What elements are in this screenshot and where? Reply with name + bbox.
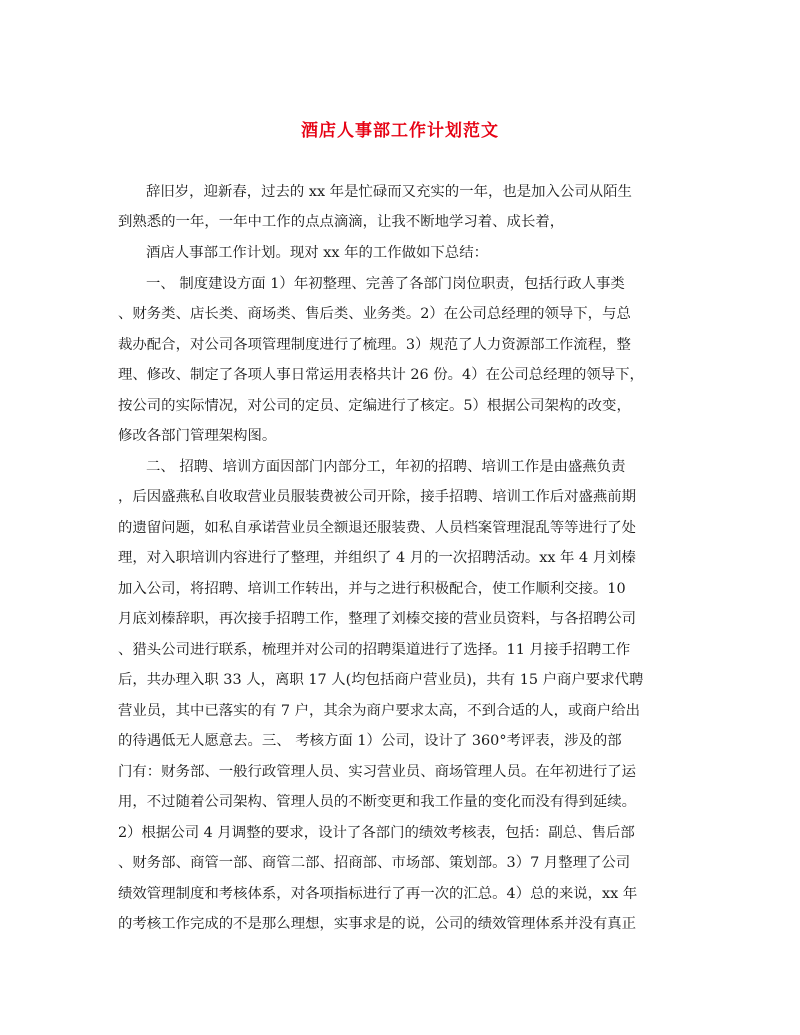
- paragraph-line: 月底刘榛辞职，再次接手招聘工作，整理了刘榛交接的营业员资料，与各招聘公司: [118, 611, 637, 627]
- paragraph-line: 、猎头公司进行联系，梳理并对公司的招聘渠道进行了选择。11 月接手招聘工作: [118, 642, 631, 658]
- paragraph-line: 门有：财务部、一般行政管理人员、实习营业员、商场管理人员。在年初进行了运: [118, 764, 637, 780]
- paragraph-line: 、财务部、商管一部、商管二部、招商部、市场部、策划部。3）7 月整理了公司: [118, 855, 631, 871]
- paragraph-line: 绩效管理制度和考核体系，对各项指标进行了再一次的汇总。4）总的来说，xx 年: [118, 886, 638, 902]
- paragraph-line: 理，对入职培训内容进行了整理，并组织了 4 月的一次招聘活动。xx 年 4 月刘榛: [118, 550, 636, 566]
- paragraph-line: ，后因盛燕私自收取营业员服装费被公司开除，接手招聘、培训工作后对盛燕前期: [118, 489, 637, 505]
- paragraph-line: 裁办配合，对公司各项管理制度进行了梳理。3）规范了人力资源部工作流程，整: [118, 337, 631, 353]
- paragraph-line: 按公司的实际情况，对公司的定员、定编进行了核定。5）根据公司架构的改变，: [118, 398, 631, 414]
- paragraph-line: 、财务类、店长类、商场类、售后类、业务类。2）在公司总经理的领导下，与总: [118, 306, 631, 322]
- paragraph-line: 辞旧岁，迎新春，过去的 xx 年是忙碌而又充实的一年，也是加入公司从陌生: [146, 184, 632, 200]
- paragraph-line: 修改各部门管理架构图。: [118, 428, 277, 444]
- paragraph-line: 理、修改、制定了各项人事日常运用表格共计 26 份。4）在公司总经理的领导下，: [118, 367, 644, 383]
- paragraph-line: 用，不过随着公司架构、管理人员的不断变更和我工作量的变化而没有得到延续。: [118, 794, 637, 810]
- paragraph-line: 后，共办理入职 33 人，离职 17 人(均包括商户营业员)，共有 15 户商户要求代聘: [118, 672, 644, 688]
- paragraph-line: 到熟悉的一年，一年中工作的点点滴滴，让我不断地学习着、成长着，: [118, 214, 565, 230]
- paragraph-line: 的待遇低无人愿意去。三、 考核方面 1）公司，设计了 360°考评表，涉及的部: [118, 733, 622, 749]
- paragraph-line: 一、 制度建设方面 1）年初整理、完善了各部门岗位职责，包括行政人事类: [146, 276, 625, 292]
- paragraph-line: 营业员，其中已落实的有 7 户，其余为商户要求太高，不到合适的人，或商户给出: [118, 703, 640, 719]
- paragraph-line: 酒店人事部工作计划。现对 xx 年的工作做如下总结：: [146, 245, 488, 261]
- paragraph-line: 加入公司，将招聘、培训工作转出，并与之进行积极配合，使工作顺利交接。10: [118, 581, 626, 597]
- document-title: 酒店人事部工作计划范文: [301, 121, 499, 141]
- paragraph-line: 二、 招聘、培训方面因部门内部分工，年初的招聘、培训工作是由盛燕负责: [146, 459, 626, 475]
- paragraph-line: 的遗留问题，如私自承诺营业员全额退还服装费、人员档案管理混乱等等进行了处: [118, 520, 637, 536]
- paragraph-line: 的考核工作完成的不是那么理想，实事求是的说，公司的绩效管理体系并没有真正: [118, 916, 637, 932]
- paragraph-line: 2）根据公司 4 月调整的要求，设计了各部门的绩效考核表，包括：副总、售后部: [118, 825, 635, 841]
